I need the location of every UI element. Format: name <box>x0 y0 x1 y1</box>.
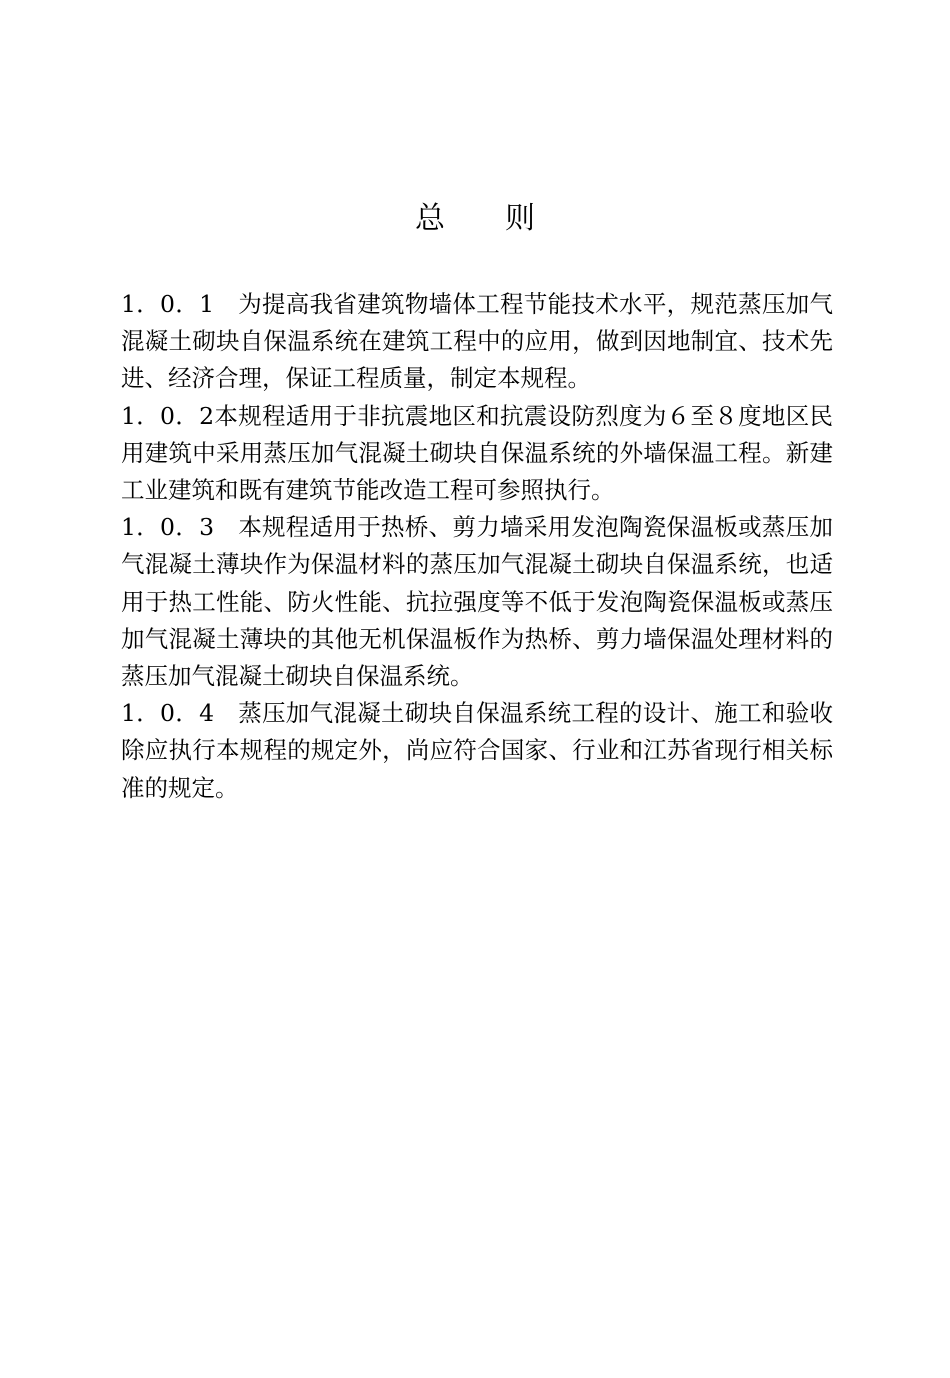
clause-list <box>121 286 833 807</box>
clause-number: 1．0．1 <box>121 290 239 318</box>
clause-text: 蒸压加气混凝土砌块自保温系统工程的设计、施工和验收除应执行本规程的规定外，尚应符合国家、行业和江苏省现行相关标准的规定。 <box>121 699 833 802</box>
clause-1-0-4 <box>121 695 833 807</box>
clause-number: 1．0．3 <box>121 513 239 542</box>
clause-number: 1．0．4 <box>121 699 239 728</box>
section-heading: 总 则 <box>415 201 535 236</box>
clause-text: 为提高我省建筑物墙体工程节能技术水平，规范蒸压加气混凝土砌块自保温系统在建筑工程中的应用，做到因地制宜、技术先进、经济合理，保证工程质量，制定本规程。 <box>121 290 833 393</box>
clause-1-0-3 <box>121 509 833 695</box>
clause-1-0-1 <box>121 286 833 398</box>
clause-1-0-2 <box>121 398 833 510</box>
clause-text: 本规程适用于热桥、剪力墙采用发泡陶瓷保温板或蒸压加气混凝土薄块作为保温材料的蒸压加气混凝土砌块自保温系统，也适用于热工性能、防火性能、抗拉强度等不低于发泡陶瓷保温板或蒸压加气混凝土薄块的其他无机保温板作为热桥、剪力墙保温处理材料的蒸压加气混凝土砌块自保温系统。 <box>121 513 833 691</box>
clause-number: 1．0．2 <box>121 401 215 430</box>
clause-text: 本规程适用于非抗震地区和抗震设防烈度为６至８度地区民用建筑中采用蒸压加气混凝土砌块自保温系统的外墙保温工程。新建工业建筑和既有建筑节能改造工程可参照执行。 <box>121 401 833 505</box>
